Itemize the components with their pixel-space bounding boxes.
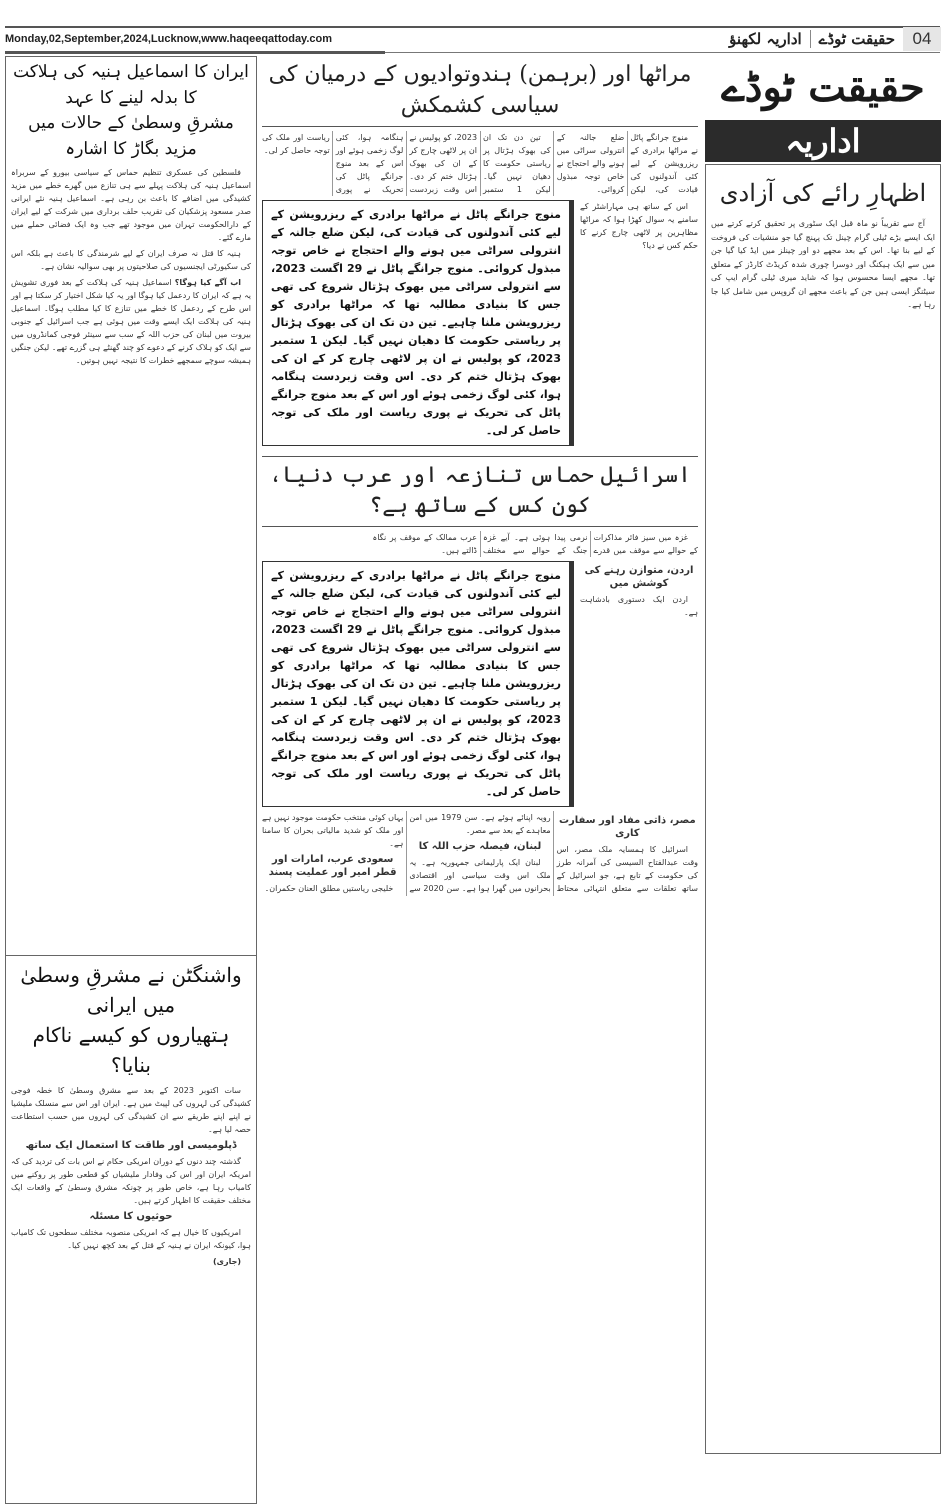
subheading: مصر، ذاتی مفاد اور سفارت کاری [558,815,696,840]
paragraph: امریکیوں کا خیال ہے کہ امریکی منصوبہ مختلف سطحوں تک کامیاب ہوا، کیونکہ ایران نے ہنیہ کے قتل کے بعد کچھ نہیں کیا۔ [11,1228,251,1250]
paragraph: اسماعیل ہنیہ کی ہلاکت کے بعد فوری تشویش یہ ہے کہ ایران کا ردعمل کیا ہوگا اور یہ کیا شکل اختیار کر سکتا ہے اور اس طرح کے ردعمل کا خطے میں تنازع کا کیا مطلب ہوگا۔ اسماعیل ہنیہ کی ہلاکت ایک ایسے وقت میں ہوئی ہے جب اسرائیل کے جنوبی بیروت میں لبنان کی حزب اللہ کے سب سے سینئر فوجی کمانڈروں میں سے ایک کو ہلاک کرنے کے دعوے کو چند گھنٹے ہی گزرے تھے۔ لیکن جنگیں ہمیشہ سوچے سمجھے خطرات کا نتیجہ نہیں ہوتیں۔ [11,278,251,365]
paragraph: لبنان ایک پارلیمانی جمہوریہ ہے۔ یہ ملک اس وقت سیاسی اور اقتصادی بحرانوں میں گھرا ہوا ہے۔ سن 2020 سے یہاں کوئی منتخب حکومت موجود نہیں ہے اور ملک کو شدید مالیاتی بحران کا سامنا ہے۔ [262,813,551,894]
side-headline: مشرقِ وسطیٰ کے حالات میں مزید بگاڑ کا اشارہ [28,113,234,159]
article-body [262,131,698,196]
side-article-body [11,166,251,367]
masthead-brand: حقیقت ٹوڈے [818,30,895,48]
article-body [580,561,698,807]
side-headline: ایران کا اسماعیل ہنیہ کی ہلاکت کا بدلہ لینے کا عہد [13,62,249,108]
paragraph: سات اکتوبر 2023 کے بعد سے مشرق وسطیٰ کا خطہ فوجی کشیدگی کی لہروں کی لپیٹ میں ہے۔ ایران اور اس سے منسلک ملیشیا نے اپنے اپنے طریقے سے ان کشیدگی کی لہروں میں حسب استطاعت حصہ لیا ہے۔ [11,1086,251,1134]
continued-label: (جاری) [212,1257,241,1266]
article-body [580,200,698,446]
pull-quote: منوج جرانگے پاٹل نے مراٹھا برادری کے ریزرویشن کے لیے کئی آندولنوں کی قیادت کی، لیکن ضلع جالنہ کے انترولی سراٹی میں ہونے والے احتجاج نے خاص توجہ مبذول کروائی۔ منوج جرانگے پاٹل نے 29 اگست 2023، سے انترولی سراٹی میں بھوک ہڑتال شروع کی تھی جس کا بنیادی مطالبہ تھا کہ مراٹھا برادری کو ریزرویشن ملنا چاہیے۔ تین دن تک ان کی بھوک ہڑتال پر ریاستی حکومت کا دھیان نہیں گیا۔ لیکن 1 ستمبر 2023، کو پولیس نے ان پر لاٹھی چارج کر کے ان کی بھوک ہڑتال ختم کر دی۔ اس وقت زبردست ہنگامہ ہوا، کئی لوگ زخمی ہوئے اور اس کے بعد منوج جرانگے پاٹل کی تحریک نے پوری ریاست اور ملک کی توجہ حاصل کر لی۔ [262,200,574,446]
quote-row [262,200,698,446]
newspaper-logo: حقیقت ٹوڈے [721,64,925,111]
article-headline: مراٹھا اور (برہمن) ہندوتوادیوں کے درمیان کی سیاسی کشمکش [262,56,698,127]
paragraph: آج سے تقریباً نو ماہ قبل ایک سٹوری پر تحقیق کرتے کرتے میں ایک ایسے بڑے ٹیلی گرام چینل تک پہنچ گیا جو منشیات کی فروخت کے لیے بنا تھا۔ اس کے بعد مجھے دو اور چینلز میں ایڈ کیا گیا جن میں سے ایک ہیکنگ اور دوسرا چوری شدہ کریڈٹ کارڈز کے متعلق تھا۔ مجھے ایسا محسوس ہوا کہ شاید میری ٹیلی گرام ایپ کی سیٹنگز ایسی ہیں جن کے باعث مجھے ان گروپس میں شامل کیا جا رہا ہے۔ [711,219,935,309]
section-title: اداریہ لکھنؤ [729,30,811,48]
side-headline: واشنگٹن نے مشرقِ وسطیٰ میں ایرانی [20,963,242,1017]
header-rule [5,51,385,54]
middle-column [262,56,698,896]
article-body [262,811,698,896]
subheading: اردن، متوازن رہنے کی کوشش میں [584,565,694,590]
paragraph: گذشتہ چند دنوں کے دوران امریکی حکام نے اس بات کی تردید کی کہ امریکہ ایران اور اس کی وفادار ملیشیاں کو قطعی طور پر روکنے میں کامیاب رہا ہے، خاص طور پر چونکہ مشرق وسطیٰ کے واقعات ایک مختلف حقیقت کا اظہار کرتے ہیں۔ [11,1157,251,1205]
left-column [5,56,257,1504]
editorial-article [705,164,941,1454]
editorial-title: اظہارِ رائے کی آزادی [719,179,927,207]
header-rule [385,52,940,53]
header-right [729,27,941,51]
paragraph: اسرائیل کا ہمسایہ ملک مصر، اس وقت عبدالفتاح السیسی کی آمرانہ طرز کی حکومت کے تابع ہے، جو اسرائیل کے ساتھ تعلقات سے متعلق انتہائی محتاط رویہ اپنائے ہوئے ہے۔ سن 1979 میں امن معاہدے کے بعد سے مصر۔ [409,813,698,894]
subheading: ڈپلومیسی اور طاقت کا استعمال ایک ساتھ [25,1140,237,1151]
paragraph: اردن ایک دستوری بادشاہت ہے۔ [580,595,698,618]
article-body [262,531,698,557]
subheading: اب آگے کیا ہوگا؟ [174,278,242,287]
dateline: Monday,02,September,2024,Lucknow,www.haqeeqattoday.com [5,33,333,45]
pull-quote: منوج جرانگے پاٹل نے مراٹھا برادری کے ریزرویشن کے لیے کئی آندولنوں کی قیادت کی، لیکن ضلع جالنہ کے انترولی سراٹی میں ہونے والے احتجاج نے خاص توجہ مبذول کروائی۔ منوج جرانگے پاٹل نے 29 اگست 2023، سے انترولی سراٹی میں بھوک ہڑتال شروع کی تھی جس کا بنیادی مطالبہ تھا کہ مراٹھا برادری کو ریزرویشن ملنا چاہیے۔ تین دن تک ان کی بھوک ہڑتال پر ریاستی حکومت کا دھیان نہیں گیا۔ لیکن 1 ستمبر 2023، کو پولیس نے ان پر لاٹھی چارج کر کے ان کی بھوک ہڑتال ختم کر دی۔ اس وقت زبردست ہنگامہ ہوا، کئی لوگ زخمی ہوئے اور اس کے بعد منوج جرانگے پاٹل کی تحریک نے پوری ریاست اور ملک کی توجہ حاصل کر لی۔ [262,561,574,807]
side-headline: ہتھیاروں کو کیسے ناکام بنایا؟ [32,1023,230,1077]
paragraph: ہنیہ کا قتل نہ صرف ایران کے لیے شرمندگی کا باعث ہے بلکہ اس کی سکیورٹی ایجنسیوں کی صلاحیتوں پر بھی سوالیہ نشان ہے۔ [11,249,251,271]
subheading: حوثیوں کا مسئلہ [89,1211,173,1222]
paragraph: اس کے ساتھ ہی مہاراشٹر کے سامنے یہ سوال کھڑا ہوا کہ مراٹھا مظاہرین پر لاٹھی چارج کرنے کا حکم کس نے دیا؟ [580,201,698,250]
article-headline: اسرائیل حماس تنازعہ اور عرب دنیا، کون کس کے ساتھ ہے؟ [262,456,698,528]
paragraph: تین دن تک ان کی بھوک ہڑتال پر ریاستی حکومت کا دھیان نہیں گیا۔ لیکن 1 ستمبر 2023، کو پولیس نے ان پر لاٹھی چارج کر کے ان کی بھوک ہڑتال ختم کر دی۔ اس وقت زبردست ہنگامہ ہوا، کئی لوگ زخمی ہوئے اور اس کے بعد منوج جرانگے پاٹل کی تحریک نے پوری ریاست اور ملک کی توجہ حاصل کر لی۔ [262,132,551,194]
paragraph: غزہ میں سیز فائر مذاکرات کے حوالے سے موقف میں قدرے نرمی پیدا ہوئی ہے۔ آیے غزہ جنگ کے حوالے سے مختلف عرب ممالک کے موقف پر نگاہ ڈالتے ہیں۔ [372,533,698,556]
subheading: لبنان، فیصلہ حزب اللہ کا [418,841,542,853]
quote-row [262,561,698,807]
subheading: سعودی عرب، امارات اور قطر امیر اور عملیت پسند [268,854,397,879]
side-article [5,1084,257,1504]
paragraph: فلسطین کی عسکری تنظیم حماس کے سیاسی بیورو کے سربراہ اسماعیل ہنیہ کی ہلاکت پہلے سے ہی تنازع میں گھرے خطے میں مزید کشیدگی میں اضافے کا باعث بن رہی ہے۔ اسماعیل ہنیہ نئے ایرانی صدر مسعود پزشکیان کی تقریب حلف برداری میں شرکت کے لیے ایران کے دارالحکومت تہران میں موجود تھے جب وہ ایک فضائی حملے میں مارے گئے۔ [11,168,251,242]
page-number: 04 [903,27,941,51]
side-headline-block [5,956,257,1084]
paragraph: منوج جرانگے پاٹل نے مراٹھا برادری کے ریزرویشن کے لیے کئی آندولنوں کی قیادت کی، لیکن ضلع جالنہ کے انترولی سراٹی میں ہونے والے احتجاج نے خاص توجہ مبذول کروائی۔ [556,132,698,194]
side-article [5,56,257,956]
side-article-body [11,1084,251,1268]
editorial-column [705,56,941,1454]
paragraph: خلیجی ریاستیں مطلق العنان حکمران۔ [264,884,394,894]
editorial-banner: اداریہ [705,120,941,162]
editorial-body [711,217,935,312]
